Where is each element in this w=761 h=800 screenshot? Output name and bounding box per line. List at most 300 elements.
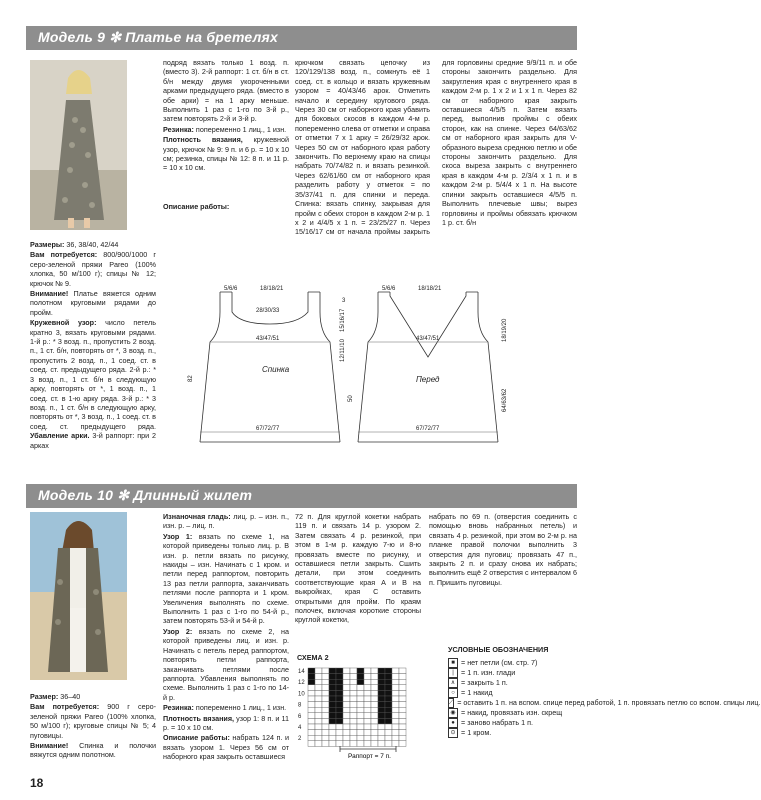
scheme-cell [308,685,315,691]
scheme-cell [378,674,385,680]
page-number: 18 [30,776,44,790]
scheme-cell [308,696,315,702]
model9-title: Модель 9 ✻ Платье на бретелях [38,29,278,45]
scheme-cell [378,718,385,724]
scheme-cell [364,696,371,702]
scheme-cell [336,702,343,708]
scheme-cell [329,707,336,713]
scheme-cell [357,679,364,685]
m10-c3: 72 п. Для круглой кокетки набрать 119 п. и связать 14 р. узором 2. Затем связать 4 р. резинкой, при этом в 1-м р. каждую 7-ю и 8-ю провязать вместе по рисунку, и оставшиеся петли закрыть. Сшить детали, при этом соединить соответствующие края А и В на выкройках, края С оставить открытыми для пройм. По краям полочек, включая короткие стороны круглой кокетки, [295,512,421,625]
model10-header [26,484,577,508]
scheme-cell [371,741,378,747]
scheme-cell [364,713,371,719]
m10-attn: Спинка и полочки вяжутся одним полотном. [30,741,156,760]
scheme-cell [392,702,399,708]
scheme-cell [371,674,378,680]
front-bottom: 67/72/77 [416,426,440,432]
scheme-cell [364,702,371,708]
scheme-cell [308,713,315,719]
scheme-cell [329,674,336,680]
scheme-cell [399,707,406,713]
legend-symbol-icon: ◉ [448,708,458,718]
scheme-cell [399,690,406,696]
scheme-cell [364,730,371,736]
scheme-row-number: 4 [298,725,302,731]
scheme-cell [357,685,364,691]
scheme-cell [329,713,336,719]
scheme-cell [322,685,329,691]
scheme-row-number: 10 [298,691,305,698]
scheme-cell [322,674,329,680]
legend-symbol-icon: ⟋ [449,700,454,706]
scheme-cell [357,696,364,702]
model9-photo [30,60,127,230]
legend-rows [448,658,761,738]
scheme-cell [364,674,371,680]
legend-text: = 1 накид [461,688,493,697]
m10-need: 900 г серо-зеленой пряжи Pareo (100% хлопка, 50 м/100 г); круговые спицы № 5; 4 пуговицы. [30,702,156,740]
legend-title: УСЛОВНЫЕ ОБОЗНАЧЕНИЯ [448,645,549,654]
legend-symbol-icon: ⊙ [448,728,458,738]
model10-col1 [30,692,156,761]
legend-symbol-icon: ● [448,718,458,728]
scheme-cell [364,707,371,713]
scheme-cell [350,679,357,685]
sizes-label: Размеры: [30,240,65,249]
m10-rb-label: Резинка: [163,703,194,713]
m10-attn-label: Внимание! [30,741,69,751]
scheme-cell [315,724,322,730]
scheme-cell [378,696,385,702]
scheme-cell [336,696,343,702]
front-label: Перед [416,375,440,384]
scheme-cell [336,679,343,685]
m10-p1-label: Узор 1: [163,531,193,541]
back-w1: 28/30/33 [256,308,280,314]
back-side: 5/6/6 [224,286,238,292]
scheme-cell [392,707,399,713]
scheme-cell [322,713,329,719]
scheme-cell [336,713,343,719]
m10-p2-label: Узор 2: [163,626,193,636]
scheme-cell [336,690,343,696]
legend-item [448,728,578,738]
legend-symbol-icon: ∧ [448,678,458,688]
scheme-cell [399,730,406,736]
scheme-cell [392,735,399,741]
scheme-cell [322,730,329,736]
scheme-cell [399,668,406,674]
front-side: 5/6/6 [382,286,396,292]
scheme-cell [329,718,336,724]
scheme-cell [308,674,315,680]
scheme-cell [336,730,343,736]
model9-header [26,26,577,50]
h-dim-2: 15/16/17 [340,308,346,332]
legend-text: = 1 п. изн. глади [461,668,516,677]
scheme-cell [315,730,322,736]
scheme-cell [322,690,329,696]
scheme-cell [308,724,315,730]
scheme-cell [392,696,399,702]
scheme-cell [343,674,350,680]
scheme-cell [315,735,322,741]
m10-need-label: Вам потребуется: [30,702,100,712]
scheme-cell [378,685,385,691]
legend-item [448,678,578,688]
scheme-cell [371,668,378,674]
scheme-cell [350,685,357,691]
scheme-cell [350,707,357,713]
scheme-cell [336,735,343,741]
model9-work-start [163,202,289,212]
scheme-cell [336,668,343,674]
scheme-cell [329,741,336,747]
model10-col4 [429,512,577,588]
scheme-cell [399,741,406,747]
m10-p2: вязать по схеме 2, на которой приведены лиц. и изн. р. Начинать с петель перед раппортом, повторять петли раппорта, заканчивать петлями после раппорта. Убавления выполнять по схеме. Выполнить 1 раз с 1-го по 14-й р. [163,626,289,702]
scheme-cell [350,668,357,674]
scheme-cell [385,730,392,736]
m10-dn: узор 1: 8 п. и 11 р. = 10 х 10 см. [163,713,290,732]
scheme2-label: СХЕМА 2 [297,653,329,662]
scheme-cell [329,724,336,730]
attn-label: Внимание! [30,289,69,299]
attn-value: Платье вяжется одним полотном круговыми рядами до пройм. [30,289,156,317]
scheme-cell [364,718,371,724]
m10-sizes: 36–40 [58,692,81,701]
scheme-cell [343,713,350,719]
scheme-cell [336,707,343,713]
scheme-cell [385,741,392,747]
m10-wk-label: Описание работы: [163,733,230,743]
scheme-cell [329,685,336,691]
scheme-cell [315,685,322,691]
legend-item [448,708,578,718]
scheme-cell [308,730,315,736]
scheme-cell [357,730,364,736]
scheme-row-number: 12 [298,680,305,687]
need-label: Вам потребуется: [30,250,98,260]
h-dim-3: 12/11/10 [340,339,346,362]
scheme-cell [357,741,364,747]
scheme-cell [322,702,329,708]
legend-item [448,718,578,728]
scheme-cell [350,718,357,724]
scheme-cell [350,702,357,708]
m10-c4: набрать по 69 п. (отверстия соединить с помощью вновь набранных петель) и связать 4 р. резинкой, при этом во 2-м р. на планке правой полочки выполнить 3 отверстия для пуговиц: провязать 47 п., закрыть 2 п. и сразу снова их набрать; выполнить ещё 2 отверстия с интервалом 6 п. Пришить пуговицы. [429,512,577,587]
scheme-cell [308,702,315,708]
scheme-cell [308,741,315,747]
scheme-cell [336,741,343,747]
scheme-cell [385,674,392,680]
legend-item [448,688,578,698]
scheme-cell [399,735,406,741]
h-dim-1: 3 [342,298,346,304]
scheme-cell [315,674,322,680]
scheme-cell [343,702,350,708]
scheme-cell [336,718,343,724]
legend [448,645,761,738]
scheme-cell [350,690,357,696]
scheme-cell [308,690,315,696]
scheme-cell [385,718,392,724]
m10-rib: лиц. р. – изн. п., изн. р. – лиц. п. [163,512,289,531]
legend-item [448,698,761,708]
legend-symbol-icon: ■ [448,658,458,668]
scheme-cell [322,707,329,713]
scheme-cell [343,696,350,702]
scheme-cell [378,707,385,713]
scheme-row-number: 8 [298,702,302,709]
scheme-cell [308,707,315,713]
scheme-cell [322,696,329,702]
scheme-cell [371,713,378,719]
scheme-cell [350,674,357,680]
scheme-cell [315,718,322,724]
scheme-cell [364,685,371,691]
pattern-diagram [180,282,510,482]
rib-label: Резинка: [163,124,194,134]
scheme-cell [378,668,385,674]
scheme-cell [364,741,371,747]
scheme-cell [385,724,392,730]
scheme-cell [350,735,357,741]
scheme-cell [371,735,378,741]
scheme-cell [350,741,357,747]
scheme-cell [322,735,329,741]
scheme-cell [357,713,364,719]
scheme-cell [378,741,385,747]
scheme-cell [343,718,350,724]
scheme-cell [308,735,315,741]
scheme-cell [392,713,399,719]
model10-col3 [295,512,421,626]
scheme-cell [378,730,385,736]
sizes-value: 36, 38/40, 42/44 [64,240,119,249]
model9-col1 [30,240,156,451]
legend-text: = нет петли (см. стр. 7) [461,658,538,667]
scheme-cell [392,718,399,724]
scheme-cell [378,690,385,696]
scheme-cell [392,690,399,696]
front-top-dim: 18/18/21 [418,286,442,292]
scheme-cell [357,674,364,680]
scheme-row-number: 2 [298,736,302,743]
scheme-cell [322,668,329,674]
scheme-cell [399,724,406,730]
legend-item [448,658,578,668]
col2-text: подряд вязать только 1 возд. п. (вместо 3). 2-й раппорт: 1 ст. б/н в ст. б/н между двумя укороченными арками предыдущего ряда. (вместо в обе арки) = на 1 арку меньше. Выполнить 1 раз с 1-го по 3-й р., затем повторять 2-й и 3-й р. [163,58,289,124]
scheme-cell [399,713,406,719]
scheme-cell [315,668,322,674]
scheme-cell [371,685,378,691]
legend-text: = 1 кром. [461,728,492,737]
scheme-cell [322,741,329,747]
scheme-cell [371,702,378,708]
scheme-cell [385,707,392,713]
dens-value: кружевной узор, крючок № 9: 9 п. и 6 р. = 10 х 10 см; резинка, спицы № 12: 8 п. и 11 р. = 10 х 10 см. [163,135,289,173]
m10-p1: вязать по схеме 1, на которой приведены только лиц. р. В изн. р. петли вязать по рисунку, накиды – изн. Начинать с 1 кром. и петли перед раппортом, повторить 13 раз петли раппорта, заканчивать петлями после раппорта и 1 кром. Увеличения выполнять по схеме. Выполнить 1 раз с 1-го по 54-й р., затем повторять 53-й и 54-й р. [163,531,289,626]
scheme-cell [329,690,336,696]
scheme-cell [343,735,350,741]
scheme-cell [350,724,357,730]
scheme-cell [364,679,371,685]
scheme-cell [357,718,364,724]
m10-wk: набрать 124 п. и вязать узором 1. Через 56 см от наборного края закрыть оставшиеся [163,733,289,762]
scheme-cell [315,696,322,702]
scheme-cell [371,690,378,696]
legend-text: = заново набрать 1 п. [461,718,534,727]
scheme-cell [385,679,392,685]
scheme-cell [357,668,364,674]
scheme-cell [336,674,343,680]
h-dim-5: 82 [188,375,194,382]
scheme-cell [329,696,336,702]
m10-dn-label: Плотность вязания, [163,713,235,723]
lace-value: число петель кратно 3, вязать круговыми рядами. 1-й р.: * 3 возд. п., пропустить 2 возд. п., 1 ст. б/н, повторять от *, 3 возд. п., пропустить 2 возд. п., 1 соед. ст. в соед. ст. предыдущего ряда. 2-й р.: * 3 возд. п., 1 ст. б/н в следующую арку, повторять от *, 1 возд. п., 1 соед. ст. в 1-ю арку ряда. 3-й р.: * 3 возд. п., 1 ст. б/н в следующую арку, повторять от *, 3 возд. п., 1 соед. ст. в соед. ст. предыдущего ряда. [30,318,156,431]
scheme-cell [364,668,371,674]
scheme-cell [392,741,399,747]
scheme-cell [385,702,392,708]
scheme-cell [315,741,322,747]
scheme-cell [378,724,385,730]
scheme-cell [385,685,392,691]
scheme-cell [357,735,364,741]
model9-work-text [295,58,577,270]
scheme-cell [329,730,336,736]
m10-rib-label: Изнаночная гладь: [163,512,231,521]
scheme-cell [329,702,336,708]
scheme-cell [392,724,399,730]
need-value: 800/900/1000 г серо-зеленой пряжи Pareo (100% хлопка, 50 м/100 г); спицы № 12; крючок № 9. [30,250,156,288]
m10-rb: попеременно 1 лиц., 1 изн. [193,703,287,713]
scheme-cell [392,679,399,685]
scheme-cell [315,702,322,708]
scheme-cell [357,690,364,696]
scheme-cell [399,679,406,685]
scheme-cell [315,713,322,719]
h-dim-6: 18/19/20 [502,318,508,342]
back-w2: 43/47/51 [256,336,280,342]
scheme-cell [399,696,406,702]
scheme-cell [378,702,385,708]
legend-text: = накид, провязать изн. скрещ [461,708,563,717]
rapport-label: Раппорт = 7 п. [348,753,391,760]
dec-label: Убавление арки. [30,431,90,441]
legend-item [448,668,578,678]
front-w2: 43/47/51 [416,336,440,342]
h-dim-7: 64/63/62 [502,388,508,412]
back-top-dim: 18/18/21 [260,286,284,292]
scheme-cell [371,724,378,730]
legend-symbol-icon: ○ [448,688,458,698]
dens-label: Плотность вязания, [163,135,243,145]
scheme-cell [322,724,329,730]
scheme-cell [378,735,385,741]
back-label: Спинка [262,365,290,374]
back-bottom: 67/72/77 [256,426,280,432]
lace-label: Кружевной узор: [30,318,97,328]
scheme-cell [315,679,322,685]
scheme-cell [371,679,378,685]
scheme-cell [357,707,364,713]
scheme-cell [385,668,392,674]
scheme-cell [378,713,385,719]
scheme-cell [399,674,406,680]
legend-text: = оставить 1 п. на вспом. спице перед работой, 1 п. провязать петлю со вспом. спицы лиц. [457,698,761,707]
scheme-cell [350,730,357,736]
scheme-row-number: 14 [298,669,305,675]
scheme-cell [350,713,357,719]
scheme-cell [308,718,315,724]
work-value: крючком связать цепочку из 120/129/138 возд. п., сомкнуть её 1 соед. ст. в кольцо и вязать кружевным узором = 40/43/46 арок. Отметить начало и середину кругового ряда. Через 30 см от наборного края убавить для боковых скосов в каждом 4-м р. попеременно слева от отметки и справа от отметки 7 х 1 арку = 26/29/32 арок. Через 50 см от наборного края работу закончить. По верхнему краю на спицы набрать 70/74/82 п. и вязать резинкой. Через 62/61/60 см от наборного края разделить работу у отметок = по 35/37/41 п. для спинки и переда. Спинка: вязать спинку, закрывая для пройм с обеих сторон в каждом 2-м р. 1 х 2 и 4/4/5 х 1 п. = 23/25/27 п. Через 15/16/17 см от начала проймы закрыть для горловины средние 9/9/11 п. и обе стороны закончить раздельно. Для закругления края с внутреннего края в каждом 2-м р. 1 х 2 и 1 х 1 п. Через 82 см от наборного края закрыть оставшиеся 4/5/5 п. Затем вязать перед, выполнив проймы с обеих сторон, как на спинке. Через 64/63/62 см от наборного края закрыть для V-образного выреза среднюю петлю и обе стороны закончить раздельно. Для скоса выреза закрыть с внутреннего края в каждом 4-м р. 2/3/4 х 1 п. и в каждом 2-м р. 5/4/4 х 1 п. На высоте спинки закрыть оставшиеся 4/5/5 п. Выполнить плечевые швы; вырез горловины и проймы обвязать крючком 1 р. ст. б/н [295,58,577,237]
scheme-cell [385,690,392,696]
scheme-cell [343,679,350,685]
scheme-cell [399,685,406,691]
scheme-cell [343,724,350,730]
scheme-cell [364,724,371,730]
scheme-cell [378,679,385,685]
scheme-cell [315,690,322,696]
scheme-cell [371,696,378,702]
scheme-cell [343,730,350,736]
scheme-cell [329,668,336,674]
scheme-cell [350,696,357,702]
model9-col2 [163,58,289,174]
dec-value: 3-й раппорт: при 2 арках [30,431,156,450]
scheme-cell [399,718,406,724]
scheme-cell [329,735,336,741]
scheme-cell [392,730,399,736]
scheme-cell [322,679,329,685]
scheme-cell [399,702,406,708]
scheme-cell [343,685,350,691]
scheme-cell [315,707,322,713]
scheme-cell [392,685,399,691]
rib-value: попеременно 1 лиц., 1 изн. [193,124,287,134]
scheme-cell [392,674,399,680]
scheme2-grid [296,664,436,760]
scheme-cell [329,679,336,685]
scheme-cell [364,690,371,696]
work-label: Описание работы: [163,202,230,211]
scheme-cell [371,718,378,724]
scheme-cell [322,718,329,724]
scheme-row-number: 6 [298,713,302,720]
scheme-cell [357,702,364,708]
scheme-cell [343,690,350,696]
scheme-cell [308,679,315,685]
m10-sizes-label: Размер: [30,692,59,701]
scheme-cell [385,735,392,741]
scheme-cell [336,685,343,691]
scheme-cell [308,668,315,674]
scheme-cell [343,668,350,674]
scheme2-label-wrap [297,653,357,662]
scheme-cell [343,707,350,713]
scheme-cell [336,724,343,730]
scheme-cell [371,707,378,713]
model10-col2 [163,512,289,763]
scheme-cell [392,668,399,674]
scheme-cell [385,696,392,702]
scheme-cell [343,741,350,747]
legend-symbol-icon: | [448,668,458,678]
legend-text: = закрыть 1 п. [461,678,508,687]
model10-photo [30,512,127,680]
model10-title: Модель 10 ✻ Длинный жилет [38,487,253,503]
